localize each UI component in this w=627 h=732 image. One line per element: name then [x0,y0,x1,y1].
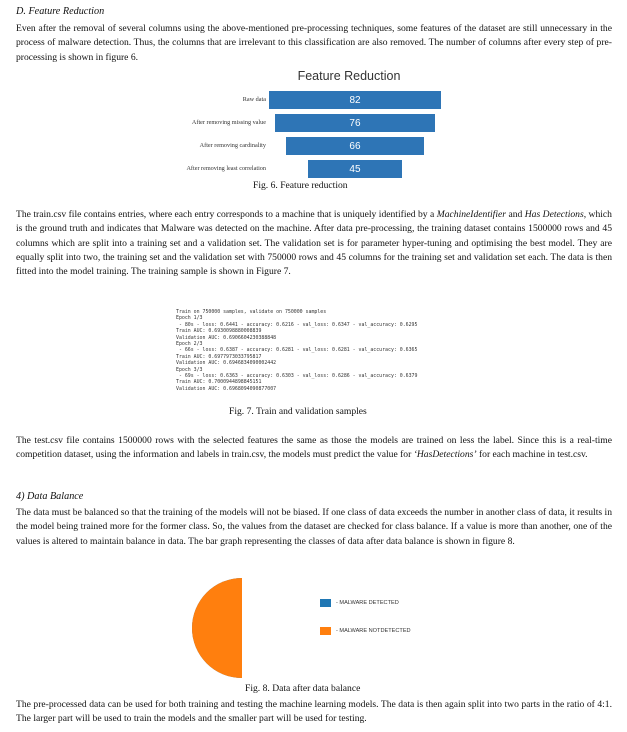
text-run: , which is the ground truth and indicates that Malware was detected on the machine. After data pre-processing, the training dataset contains 1500000 rows and 45 columns which are split into a training set and a validation set. The validation set is for parameter hyper-tuning and optimising the best model. They are equally split into two, the training set and the validation set with 750000 rows and 45 columns for the training set and validation set each. The data is then fitted into the model training. The training sample is shown in Figure 7. [16,209,612,278]
feature-reduction-chart [174,69,444,179]
log-line: Validation AUC: 0.6946834090002442 [176,360,277,367]
log-line: Validation AUC: 0.6906604230388848 [176,334,277,341]
log-line: Train AUC: 0.6977973033795817 [176,353,262,360]
funnel-row [174,137,444,155]
pie-value-label: 50.0% [263,626,276,631]
log-line: Epoch 3/3 [176,366,203,373]
has-detections-term: Has Detections [524,209,584,220]
legend-item-detected [320,598,399,608]
paragraph-data-balance: The data must be balanced so that the training of the models will not be biased. If one class of data exceeds the number in another class of data, it results in the model being trained more for the former class. So, the values from the dataset are checked for class balance. If a value is more than another, one of the values is altered to maintain balance in data. The bar graph representing the classes of data after data balance is shown in figure 8. [16,507,612,547]
log-line: Epoch 2/3 [176,341,203,348]
training-log [176,309,476,392]
funnel-row [174,91,444,109]
text-run: The train.csv file contains entries, where each entry corresponds to a machine that is uniquely identified by a [16,209,437,220]
log-line: Train on 750000 samples, validate on 750000 samples [176,309,327,315]
paragraph-train-csv [16,208,612,279]
funnel-category-label: Raw data [242,96,266,103]
funnel-row [174,114,444,132]
text-run: The test.csv file contains 1500000 rows with the selected features the same as those the models are trained on less the label. Since this is a real-time competition dataset, using the information and labels in train.csv, the models must predict the value for [16,435,612,461]
legend-label: - MALWARE DETECTED [336,600,399,606]
funnel-row [174,160,444,178]
log-line: Train AUC: 0.7000944898845151 [176,379,262,386]
funnel-bar: 45 [308,160,402,178]
machine-identifier-term: MachineIdentifier [436,209,506,220]
has-detections-quoted: ‘HasDetections’ [413,449,477,461]
funnel-category-label: After removing least correlation [186,165,266,172]
funnel-bar: 76 [275,114,434,132]
funnel-bar: 66 [286,137,424,155]
funnel-category-label: After removing missing value [191,119,266,126]
pie-slice [192,578,242,678]
legend-swatch-orange [320,627,331,635]
funnel-bar: 82 [269,91,441,109]
paragraph-final: The pre-processed data can be used for both training and testing the machine learning models. The data is then again split into two parts in the ratio of 4:1. The larger part will be used to train the models and the smaller part will be used for testing. [16,699,612,725]
log-line: Epoch 1/3 [176,315,203,322]
figure-8-caption: Fig. 8. Data after data balance [245,683,361,694]
log-line: - 66s - loss: 0.6387 - accuracy: 0.6281 - val_loss: 0.6281 - val_accuracy: 0.6365 [176,347,418,354]
section-heading-feature-reduction: D. Feature Reduction [16,6,105,17]
log-line: Train AUC: 0.6930098880008839 [176,328,262,335]
paragraph-test-csv [16,434,612,463]
pie-chart [190,576,300,680]
text-run: and [506,209,525,220]
legend-label: - MALWARE NOTDETECTED [336,628,411,634]
text-run: for each machine in test.csv. [476,449,588,461]
section-heading-data-balance: 4) Data Balance [16,491,84,502]
chart-title: Feature Reduction [297,69,401,83]
log-line: - 69s - loss: 0.6363 - accuracy: 0.6303 - val_loss: 0.6286 - val_accuracy: 0.6379 [176,373,418,380]
legend-item-not-detected [320,626,411,636]
paragraph-feature-reduction: Even after the removal of several columns using the above-mentioned pre-processing techniques, some features of the dataset are still unnecessary in the process of malware detection. Thus, the columns that are irrelevant to this classification are also removed. The number of columns after every step of pre-processing is shown in figure 6. [16,23,612,63]
figure-6-caption: Fig. 6. Feature reduction [253,180,348,191]
data-balance-chart [190,576,450,680]
legend-swatch-blue [320,599,331,607]
figure-7-caption: Fig. 7. Train and validation samples [229,406,367,417]
log-line: Validation AUC: 0.6968094090877007 [176,385,277,392]
log-line: - 80s - loss: 0.6441 - accuracy: 0.6216 - val_loss: 0.6347 - val_accuracy: 0.6295 [176,321,418,328]
funnel-category-label: After removing cardinality [199,142,266,149]
